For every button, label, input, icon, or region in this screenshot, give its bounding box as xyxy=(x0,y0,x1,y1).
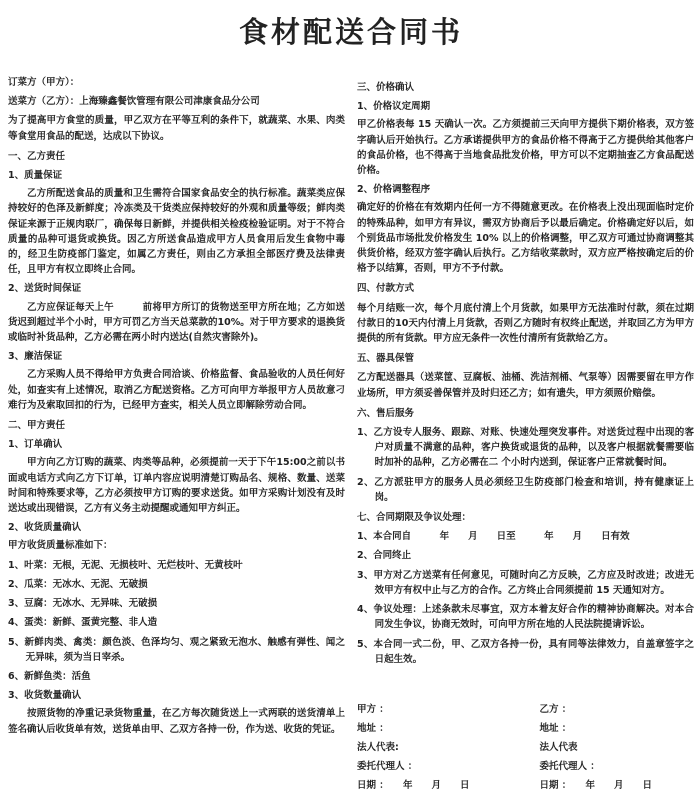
quality-standard-item: 1、叶菜：无根，无泥、无损枝叶、无烂枝叶、无黄枝叶 xyxy=(8,559,243,571)
party-a-legal-rep-line: 法人代表: xyxy=(357,741,399,753)
quality-standard-item: 3、豆腐：无冰水、无异味、无破损 xyxy=(8,598,158,610)
section-4-heading: 四、付款方式 xyxy=(357,283,415,295)
quality-standards-intro: 甲方收货质量标准如下： xyxy=(8,540,113,552)
term-item: 5、本合同一式二份，甲、乙双方各持一份，具有同等法律效力，自盖章签字之日起生效。 xyxy=(357,638,694,665)
term-dispute-list xyxy=(357,529,694,667)
section-1-heading: 一、乙方责任 xyxy=(8,150,66,162)
party-b-legal-rep-line: 法人代表 xyxy=(539,741,578,753)
term-item: 2、合同终止 xyxy=(357,550,412,562)
party-b-agent-line: 委托代理人 ： xyxy=(539,760,600,772)
two-column-body xyxy=(8,75,694,798)
party-b-name-line: 乙方 ： xyxy=(539,703,572,715)
clause-6-heading: 3、收货数量确认 xyxy=(8,690,82,702)
clause-6-paragraph: 按照货物的净重记录货物重量，在乙方每次随货送上一式两联的送货清单上签名确认后收货单有效，送货单由甲、乙双方各持一份，作为送、收货的凭证。 xyxy=(8,708,345,735)
section-6-heading: 六、售后服务 xyxy=(357,407,415,419)
clause-8-heading: 2、价格调整程序 xyxy=(357,184,431,196)
quality-standard-item: 6、新鲜鱼类：活鱼 xyxy=(8,670,91,682)
clause-4-heading: 1、订单确认 xyxy=(8,439,63,451)
clause-3-heading: 3、廉洁保证 xyxy=(8,351,63,363)
clause-2-paragraph: 乙方应保证每天上午 前将甲方所订的货物送至甲方所在地；乙方如送货迟到超过半个小时，甲方可罚乙方当天总菜款的10%。对于甲方要求的退换货或临时补货品种，乙方必需在两小时内送达(自然灾害除外)。 xyxy=(8,301,345,344)
quality-standards-list xyxy=(8,558,345,684)
section-4-paragraph: 每个月结账一次，每个月底付清上个月货款，如果甲方无法准时付款，须在过期付款日的10天内付清上月货款，否则乙方随时有权终止配送，并取回乙方为甲方提供的所有货款。甲方应无条件一次性付清所有货款给乙方。 xyxy=(357,302,694,345)
quality-standard-item: 5、新鲜肉类、禽类：颜色淡、色泽均匀、观之紧致无泡水、触感有弹性、闻之无异味，须为当日宰杀。 xyxy=(8,636,345,663)
signature-party-a xyxy=(357,703,526,798)
section-5-heading: 五、器具保管 xyxy=(357,353,415,365)
signature-party-b xyxy=(526,703,695,798)
quality-standard-item: 4、蛋类：新鲜、蛋黄完整、非人造 xyxy=(8,617,158,629)
party-b-address-line: 地址 ： xyxy=(539,722,572,734)
clause-2-heading: 2、送货时间保证 xyxy=(8,283,82,295)
clause-7-heading: 1、价格议定周期 xyxy=(357,101,431,113)
party-a-address-line: 地址 ： xyxy=(357,722,389,734)
section-3-heading: 三、价格确认 xyxy=(357,82,415,93)
party-a-agent-line: 委托代理人 ： xyxy=(357,760,418,772)
party-b-line: 送菜方（乙方）：上海臻鑫餐饮管理有限公司津康食品分公司 xyxy=(8,96,260,108)
term-item: 3、甲方对乙方送菜有任何意见，可随时向乙方反映，乙方应及时改进；改进无效甲方有权中止与乙方的合作。乙方终止合同须提前 15 天通知对方。 xyxy=(357,569,694,596)
clause-5-heading: 2、收货质量确认 xyxy=(8,522,82,534)
term-item: 4、争议处理：上述条款未尽事宜，双方本着友好合作的精神协商解决。对本合同发生争议，协商无效时，可向甲方所在地的人民法院提请诉讼。 xyxy=(357,604,694,631)
right-column xyxy=(357,75,694,798)
term-item: 1、本合同自 年 月 日至 年 月 日有效 xyxy=(357,531,630,543)
after-sales-item: 1、乙方设专人服务、跟踪、对账、快速处理突发事件。对送货过程中出现的客户对质量不满意的品种，客户换货或退货的品种，以及客户根据就餐需要临时加补的品种，乙方必需在二 个小时内送到，保证客户正常就餐时间。 xyxy=(357,427,694,469)
clause-8-paragraph: 确定好的价格在有效期内任何一方不得随意更改。在价格表上没出现面临时定价的特殊品种，如甲方有异议，需双方协商后予以最后确定。价格确定好以后，如个别货品市场批发价格发生 10% 以上的价格调整，甲乙双方可通过协商调整其供货价格，经双方签字确认后执行。乙方结收菜款时，双方应严格按确定后的价格予以结算，否则，甲方不予付款。 xyxy=(357,202,694,275)
clause-1-heading: 1、质量保证 xyxy=(8,170,63,182)
signature-block xyxy=(357,703,694,798)
party-a-date-line: 日期 ： 年 月 日 xyxy=(357,779,470,791)
intro-paragraph: 为了提高甲方食堂的质量，甲乙双方在平等互利的条件下，就蔬菜、水果、肉类等食堂用食品的配送，达成以下协议。 xyxy=(8,115,345,142)
clause-3-paragraph: 乙方采购人员不得给甲方负责合同洽谈、价格监督、食品验收的人员任何好处，如查实有上述情况，取消乙方配送资格。乙方可向甲方举报甲方人员故意刁难行为及索取回扣的行为，已经甲方查实，相关人员立即解除劳动合同。 xyxy=(8,369,345,411)
quality-standard-item: 2、瓜菜：无冰水、无泥、无破损 xyxy=(8,578,148,590)
clause-7-paragraph: 甲乙价格表每 15 天确认一次。乙方须提前三天向甲方提供下期价格表，双方签字确认后开始执行。乙方承诺提供甲方的食品价格不得高于乙方提供给其他客户的食品价格，也不得高于当地食品批发价格，甲方可以不定期抽查乙方食品配送价格。 xyxy=(357,119,694,177)
section-2-heading: 二、甲方责任 xyxy=(8,420,66,432)
after-sales-item: 2、乙方派驻甲方的服务人员必须经卫生防疫部门检查和培训，持有健康证上岗。 xyxy=(357,476,694,503)
party-a-name-line: 甲方 ： xyxy=(357,703,389,715)
left-column xyxy=(8,75,345,798)
section-7-heading: 七、合同期限及争议处理： xyxy=(357,512,472,524)
contract-title: 食材配送合同书 xyxy=(238,15,463,49)
party-a-line: 订菜方（甲方）： xyxy=(8,77,80,88)
section-5-paragraph: 乙方配送器具（送菜筐、豆腐板、油桶、洗洁剂桶、气泵等）因需要留在甲方作业场所，甲方须妥善保管并及时归还乙方；如有遗失，甲方须照价赔偿。 xyxy=(357,372,694,399)
clause-1-paragraph: 乙方所配送食品的质量和卫生需符合国家食品安全的执行标准。蔬菜类应保持较好的色泽及新鲜度；冷冻类及干货类应保持较好的外观和质量等级；鲜肉类保证来源于正规肉联厂，确保每日新鲜，并提供相关检疫检验证明。对于不符合质量的品种可退货或换货。因乙方所送食品造成甲方人员食用后发生食物中毒的，经卫生防疫部门鉴定，如属乙方责任，则由乙方承担全部医疗费及法律责任，且甲方有权立即终止合同。 xyxy=(8,188,345,276)
party-b-date-line: 日期 ： 年 月 日 xyxy=(539,779,653,791)
clause-4-paragraph: 甲方向乙方订购的蔬菜、肉类等品种，必须提前一天于下午15:00之前以书面或电话方式向乙方下订单，订单内容应说明清楚订购品名、规格、数量、送菜时间和特殊要求等，乙方必须按甲方订购的要求送货。如甲方采购计划没有及时送达或出现错误，乙方有义务主动提醒或通知甲方纠正。 xyxy=(8,457,345,515)
after-sales-list xyxy=(357,425,694,505)
